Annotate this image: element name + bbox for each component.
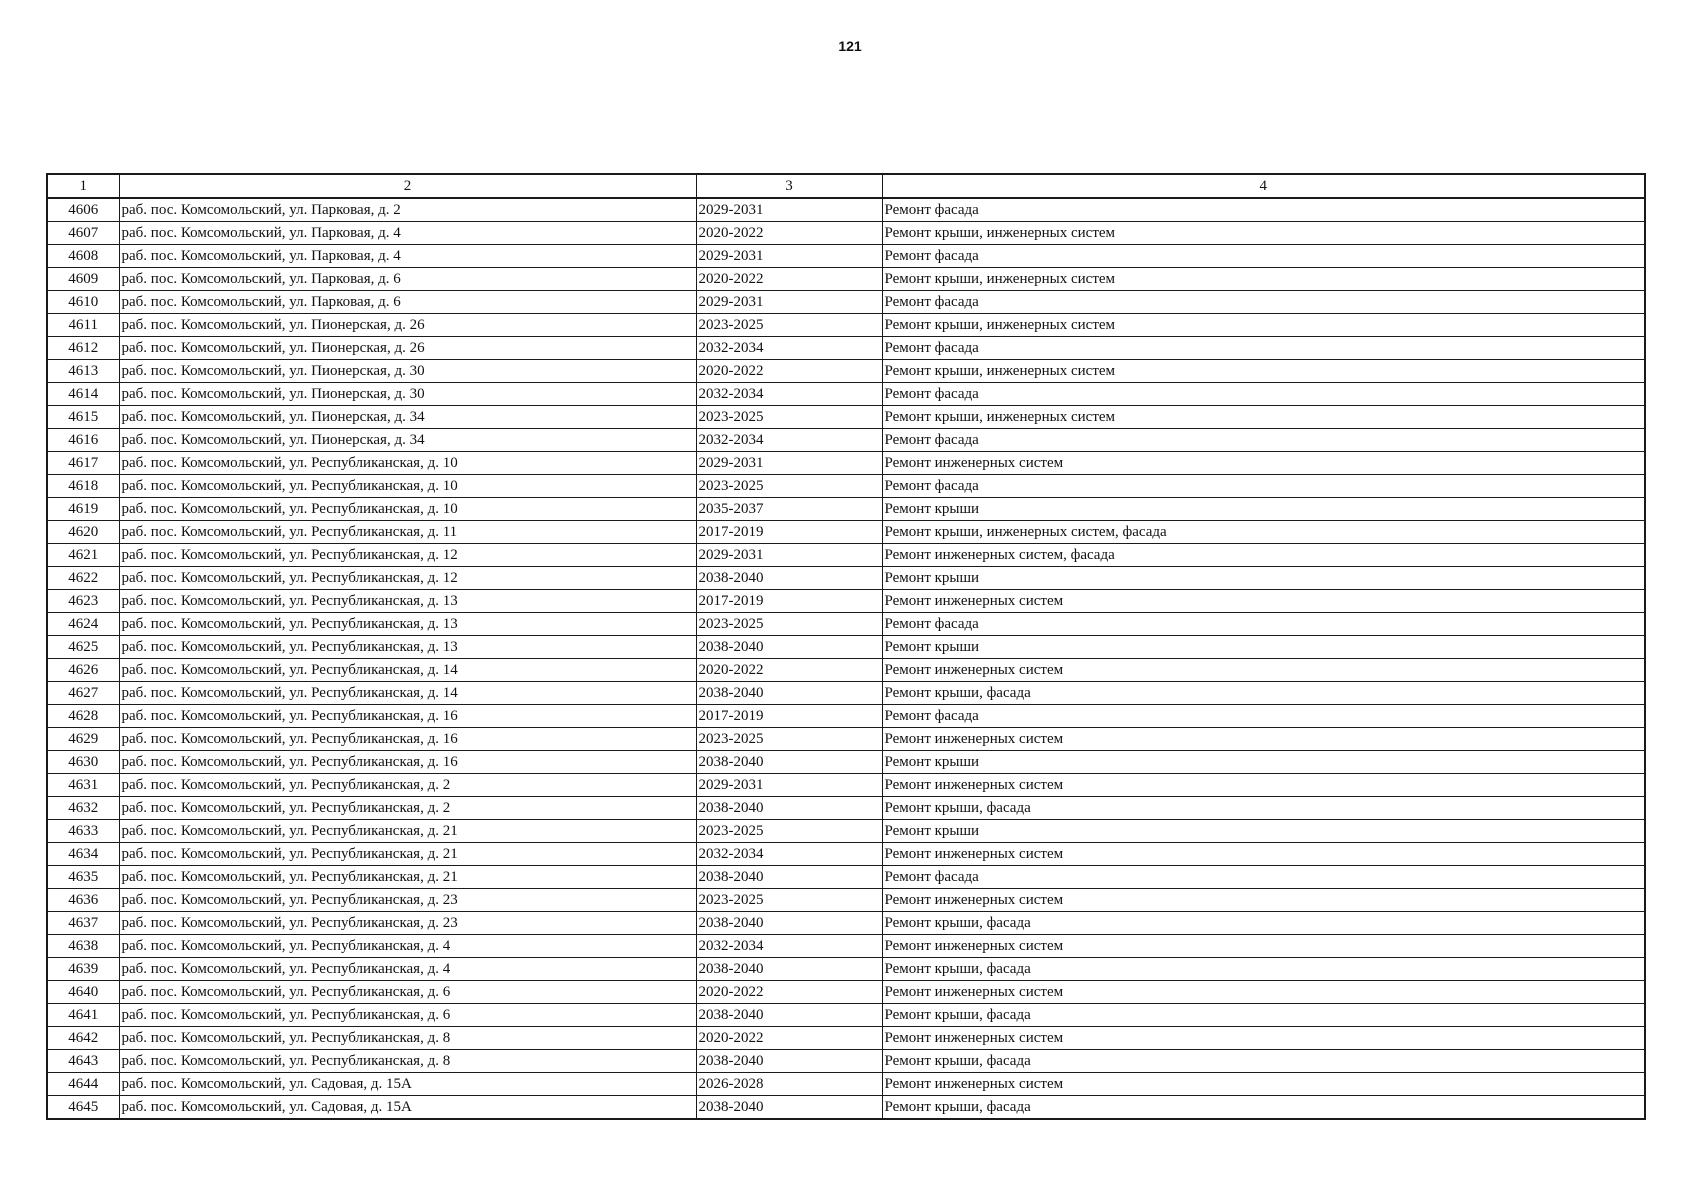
- work-type-cell: Ремонт фасада: [882, 291, 1645, 314]
- row-number-cell: 4614: [47, 383, 119, 406]
- repair-period-cell: 2017-2019: [696, 521, 882, 544]
- table-body: [47, 198, 1645, 1119]
- repair-period-cell: 2023-2025: [696, 475, 882, 498]
- work-type-cell: Ремонт фасада: [882, 866, 1645, 889]
- address-cell: раб. пос. Комсомольский, ул. Республиканская, д. 14: [119, 659, 696, 682]
- address-cell: раб. пос. Комсомольский, ул. Республиканская, д. 4: [119, 958, 696, 981]
- repair-period-cell: 2020-2022: [696, 1027, 882, 1050]
- row-number-cell: 4611: [47, 314, 119, 337]
- address-cell: раб. пос. Комсомольский, ул. Пионерская, д. 34: [119, 406, 696, 429]
- address-cell: раб. пос. Комсомольский, ул. Парковая, д. 4: [119, 222, 696, 245]
- row-number-cell: 4609: [47, 268, 119, 291]
- row-number-cell: 4623: [47, 590, 119, 613]
- address-cell: раб. пос. Комсомольский, ул. Республиканская, д. 23: [119, 889, 696, 912]
- work-type-cell: Ремонт инженерных систем, фасада: [882, 544, 1645, 567]
- row-number-cell: 4639: [47, 958, 119, 981]
- row-number-cell: 4608: [47, 245, 119, 268]
- row-number-cell: 4632: [47, 797, 119, 820]
- table-row: [47, 498, 1645, 521]
- row-number-cell: 4629: [47, 728, 119, 751]
- address-cell: раб. пос. Комсомольский, ул. Республиканская, д. 2: [119, 774, 696, 797]
- repair-period-cell: 2038-2040: [696, 958, 882, 981]
- page-number: 121: [838, 38, 862, 54]
- repair-period-cell: 2020-2022: [696, 360, 882, 383]
- table-row: [47, 820, 1645, 843]
- address-cell: раб. пос. Комсомольский, ул. Республиканская, д. 16: [119, 705, 696, 728]
- row-number-cell: 4630: [47, 751, 119, 774]
- table-row: [47, 475, 1645, 498]
- address-cell: раб. пос. Комсомольский, ул. Садовая, д. 15А: [119, 1096, 696, 1120]
- column-header-2: 2: [119, 174, 696, 198]
- address-cell: раб. пос. Комсомольский, ул. Республиканская, д. 8: [119, 1050, 696, 1073]
- address-cell: раб. пос. Комсомольский, ул. Республиканская, д. 14: [119, 682, 696, 705]
- row-number-cell: 4625: [47, 636, 119, 659]
- work-type-cell: Ремонт инженерных систем: [882, 728, 1645, 751]
- work-type-cell: Ремонт крыши, инженерных систем: [882, 268, 1645, 291]
- row-number-cell: 4617: [47, 452, 119, 475]
- work-type-cell: Ремонт крыши, фасада: [882, 958, 1645, 981]
- address-cell: раб. пос. Комсомольский, ул. Республиканская, д. 12: [119, 544, 696, 567]
- table-row: [47, 751, 1645, 774]
- repair-period-cell: 2023-2025: [696, 406, 882, 429]
- row-number-cell: 4613: [47, 360, 119, 383]
- row-number-cell: 4634: [47, 843, 119, 866]
- table-row: [47, 981, 1645, 1004]
- address-cell: раб. пос. Комсомольский, ул. Парковая, д. 6: [119, 291, 696, 314]
- table-row: [47, 429, 1645, 452]
- table-row: [47, 843, 1645, 866]
- repair-period-cell: 2023-2025: [696, 613, 882, 636]
- table-row: [47, 774, 1645, 797]
- work-type-cell: Ремонт крыши: [882, 820, 1645, 843]
- repair-period-cell: 2029-2031: [696, 291, 882, 314]
- row-number-cell: 4615: [47, 406, 119, 429]
- address-cell: раб. пос. Комсомольский, ул. Республиканская, д. 13: [119, 613, 696, 636]
- row-number-cell: 4637: [47, 912, 119, 935]
- table-row: [47, 198, 1645, 222]
- work-type-cell: Ремонт инженерных систем: [882, 1027, 1645, 1050]
- row-number-cell: 4610: [47, 291, 119, 314]
- repair-schedule-table: [46, 173, 1646, 1120]
- table-row: [47, 889, 1645, 912]
- work-type-cell: Ремонт инженерных систем: [882, 1073, 1645, 1096]
- address-cell: раб. пос. Комсомольский, ул. Республиканская, д. 21: [119, 843, 696, 866]
- table-row: [47, 682, 1645, 705]
- work-type-cell: Ремонт инженерных систем: [882, 843, 1645, 866]
- address-cell: раб. пос. Комсомольский, ул. Пионерская, д. 26: [119, 314, 696, 337]
- repair-period-cell: 2029-2031: [696, 198, 882, 222]
- table-row: [47, 636, 1645, 659]
- work-type-cell: Ремонт фасада: [882, 429, 1645, 452]
- repair-period-cell: 2038-2040: [696, 636, 882, 659]
- repair-period-cell: 2038-2040: [696, 1050, 882, 1073]
- address-cell: раб. пос. Комсомольский, ул. Пионерская, д. 26: [119, 337, 696, 360]
- repair-period-cell: 2020-2022: [696, 981, 882, 1004]
- repair-period-cell: 2032-2034: [696, 843, 882, 866]
- row-number-cell: 4606: [47, 198, 119, 222]
- table-row: [47, 521, 1645, 544]
- column-header-4: 4: [882, 174, 1645, 198]
- address-cell: раб. пос. Комсомольский, ул. Парковая, д. 6: [119, 268, 696, 291]
- row-number-cell: 4626: [47, 659, 119, 682]
- address-cell: раб. пос. Комсомольский, ул. Республиканская, д. 4: [119, 935, 696, 958]
- row-number-cell: 4618: [47, 475, 119, 498]
- repair-period-cell: 2023-2025: [696, 314, 882, 337]
- repair-period-cell: 2038-2040: [696, 567, 882, 590]
- work-type-cell: Ремонт крыши, инженерных систем: [882, 360, 1645, 383]
- address-cell: раб. пос. Комсомольский, ул. Республиканская, д. 21: [119, 820, 696, 843]
- address-cell: раб. пос. Комсомольский, ул. Республиканская, д. 10: [119, 452, 696, 475]
- work-type-cell: Ремонт крыши: [882, 751, 1645, 774]
- table-header: [47, 174, 1645, 198]
- row-number-cell: 4641: [47, 1004, 119, 1027]
- row-number-cell: 4631: [47, 774, 119, 797]
- address-cell: раб. пос. Комсомольский, ул. Парковая, д. 4: [119, 245, 696, 268]
- repair-period-cell: 2032-2034: [696, 383, 882, 406]
- repair-period-cell: 2038-2040: [696, 682, 882, 705]
- table-row: [47, 268, 1645, 291]
- work-type-cell: Ремонт инженерных систем: [882, 889, 1645, 912]
- work-type-cell: Ремонт фасада: [882, 337, 1645, 360]
- work-type-cell: Ремонт крыши, инженерных систем: [882, 314, 1645, 337]
- work-type-cell: Ремонт крыши: [882, 636, 1645, 659]
- work-type-cell: Ремонт крыши, инженерных систем: [882, 222, 1645, 245]
- table-row: [47, 222, 1645, 245]
- work-type-cell: Ремонт фасада: [882, 613, 1645, 636]
- work-type-cell: Ремонт фасада: [882, 198, 1645, 222]
- repair-period-cell: 2038-2040: [696, 1004, 882, 1027]
- table-row: [47, 912, 1645, 935]
- work-type-cell: Ремонт инженерных систем: [882, 935, 1645, 958]
- table-row: [47, 314, 1645, 337]
- address-cell: раб. пос. Комсомольский, ул. Республиканская, д. 16: [119, 751, 696, 774]
- address-cell: раб. пос. Комсомольский, ул. Республиканская, д. 2: [119, 797, 696, 820]
- work-type-cell: Ремонт фасада: [882, 475, 1645, 498]
- address-cell: раб. пос. Комсомольский, ул. Пионерская, д. 34: [119, 429, 696, 452]
- table-row: [47, 291, 1645, 314]
- work-type-cell: Ремонт крыши, фасада: [882, 1004, 1645, 1027]
- table-row: [47, 383, 1645, 406]
- address-cell: раб. пос. Комсомольский, ул. Республиканская, д. 16: [119, 728, 696, 751]
- address-cell: раб. пос. Комсомольский, ул. Республиканская, д. 10: [119, 475, 696, 498]
- address-cell: раб. пос. Комсомольский, ул. Республиканская, д. 23: [119, 912, 696, 935]
- table-row: [47, 866, 1645, 889]
- table-row: [47, 1096, 1645, 1120]
- repair-period-cell: 2038-2040: [696, 751, 882, 774]
- row-number-cell: 4607: [47, 222, 119, 245]
- row-number-cell: 4642: [47, 1027, 119, 1050]
- table-row: [47, 567, 1645, 590]
- table-row: [47, 406, 1645, 429]
- table-row: [47, 245, 1645, 268]
- work-type-cell: Ремонт крыши: [882, 498, 1645, 521]
- repair-period-cell: 2029-2031: [696, 452, 882, 475]
- table-row: [47, 1027, 1645, 1050]
- address-cell: раб. пос. Комсомольский, ул. Парковая, д. 2: [119, 198, 696, 222]
- address-cell: раб. пос. Комсомольский, ул. Республиканская, д. 10: [119, 498, 696, 521]
- work-type-cell: Ремонт крыши, фасада: [882, 1096, 1645, 1120]
- table-row: [47, 337, 1645, 360]
- repair-period-cell: 2032-2034: [696, 429, 882, 452]
- row-number-cell: 4616: [47, 429, 119, 452]
- table-row: [47, 452, 1645, 475]
- row-number-cell: 4645: [47, 1096, 119, 1120]
- table-row: [47, 1073, 1645, 1096]
- work-type-cell: Ремонт фасада: [882, 245, 1645, 268]
- repair-period-cell: 2029-2031: [696, 544, 882, 567]
- repair-period-cell: 2020-2022: [696, 222, 882, 245]
- row-number-cell: 4628: [47, 705, 119, 728]
- row-number-cell: 4619: [47, 498, 119, 521]
- column-header-1: 1: [47, 174, 119, 198]
- row-number-cell: 4644: [47, 1073, 119, 1096]
- work-type-cell: Ремонт крыши, фасада: [882, 797, 1645, 820]
- row-number-cell: 4636: [47, 889, 119, 912]
- column-header-3: 3: [696, 174, 882, 198]
- address-cell: раб. пос. Комсомольский, ул. Республиканская, д. 8: [119, 1027, 696, 1050]
- header-row: [47, 174, 1645, 198]
- repair-period-cell: 2038-2040: [696, 912, 882, 935]
- repair-period-cell: 2038-2040: [696, 1096, 882, 1120]
- address-cell: раб. пос. Комсомольский, ул. Республиканская, д. 13: [119, 636, 696, 659]
- work-type-cell: Ремонт крыши, фасада: [882, 912, 1645, 935]
- address-cell: раб. пос. Комсомольский, ул. Пионерская, д. 30: [119, 383, 696, 406]
- row-number-cell: 4612: [47, 337, 119, 360]
- address-cell: раб. пос. Комсомольский, ул. Республиканская, д. 11: [119, 521, 696, 544]
- address-cell: раб. пос. Комсомольский, ул. Республиканская, д. 13: [119, 590, 696, 613]
- row-number-cell: 4638: [47, 935, 119, 958]
- repair-period-cell: 2038-2040: [696, 797, 882, 820]
- table-row: [47, 1004, 1645, 1027]
- repair-period-cell: 2035-2037: [696, 498, 882, 521]
- table-row: [47, 705, 1645, 728]
- table-row: [47, 590, 1645, 613]
- repair-period-cell: 2032-2034: [696, 337, 882, 360]
- work-type-cell: Ремонт инженерных систем: [882, 452, 1645, 475]
- table-row: [47, 797, 1645, 820]
- work-type-cell: Ремонт инженерных систем: [882, 659, 1645, 682]
- repair-period-cell: 2029-2031: [696, 245, 882, 268]
- repair-period-cell: 2026-2028: [696, 1073, 882, 1096]
- address-cell: раб. пос. Комсомольский, ул. Республиканская, д. 12: [119, 567, 696, 590]
- repair-period-cell: 2038-2040: [696, 866, 882, 889]
- work-type-cell: Ремонт крыши, фасада: [882, 1050, 1645, 1073]
- address-cell: раб. пос. Комсомольский, ул. Садовая, д. 15А: [119, 1073, 696, 1096]
- repair-period-cell: 2023-2025: [696, 820, 882, 843]
- work-type-cell: Ремонт крыши, инженерных систем, фасада: [882, 521, 1645, 544]
- row-number-cell: 4635: [47, 866, 119, 889]
- address-cell: раб. пос. Комсомольский, ул. Республиканская, д. 6: [119, 1004, 696, 1027]
- repair-period-cell: 2020-2022: [696, 268, 882, 291]
- address-cell: раб. пос. Комсомольский, ул. Республиканская, д. 21: [119, 866, 696, 889]
- row-number-cell: 4633: [47, 820, 119, 843]
- table-row: [47, 613, 1645, 636]
- work-type-cell: Ремонт инженерных систем: [882, 981, 1645, 1004]
- table-row: [47, 935, 1645, 958]
- row-number-cell: 4643: [47, 1050, 119, 1073]
- work-type-cell: Ремонт инженерных систем: [882, 590, 1645, 613]
- repair-period-cell: 2017-2019: [696, 590, 882, 613]
- repair-period-cell: 2017-2019: [696, 705, 882, 728]
- repair-period-cell: 2023-2025: [696, 889, 882, 912]
- table-row: [47, 544, 1645, 567]
- repair-period-cell: 2032-2034: [696, 935, 882, 958]
- row-number-cell: 4621: [47, 544, 119, 567]
- table-row: [47, 1050, 1645, 1073]
- row-number-cell: 4622: [47, 567, 119, 590]
- row-number-cell: 4640: [47, 981, 119, 1004]
- table-row: [47, 728, 1645, 751]
- table-row: [47, 360, 1645, 383]
- repair-period-cell: 2023-2025: [696, 728, 882, 751]
- work-type-cell: Ремонт инженерных систем: [882, 774, 1645, 797]
- row-number-cell: 4627: [47, 682, 119, 705]
- work-type-cell: Ремонт крыши, инженерных систем: [882, 406, 1645, 429]
- address-cell: раб. пос. Комсомольский, ул. Пионерская, д. 30: [119, 360, 696, 383]
- row-number-cell: 4624: [47, 613, 119, 636]
- repair-period-cell: 2029-2031: [696, 774, 882, 797]
- table-row: [47, 659, 1645, 682]
- repair-period-cell: 2020-2022: [696, 659, 882, 682]
- work-type-cell: Ремонт фасада: [882, 705, 1645, 728]
- row-number-cell: 4620: [47, 521, 119, 544]
- table-row: [47, 958, 1645, 981]
- work-type-cell: Ремонт крыши, фасада: [882, 682, 1645, 705]
- address-cell: раб. пос. Комсомольский, ул. Республиканская, д. 6: [119, 981, 696, 1004]
- work-type-cell: Ремонт фасада: [882, 383, 1645, 406]
- work-type-cell: Ремонт крыши: [882, 567, 1645, 590]
